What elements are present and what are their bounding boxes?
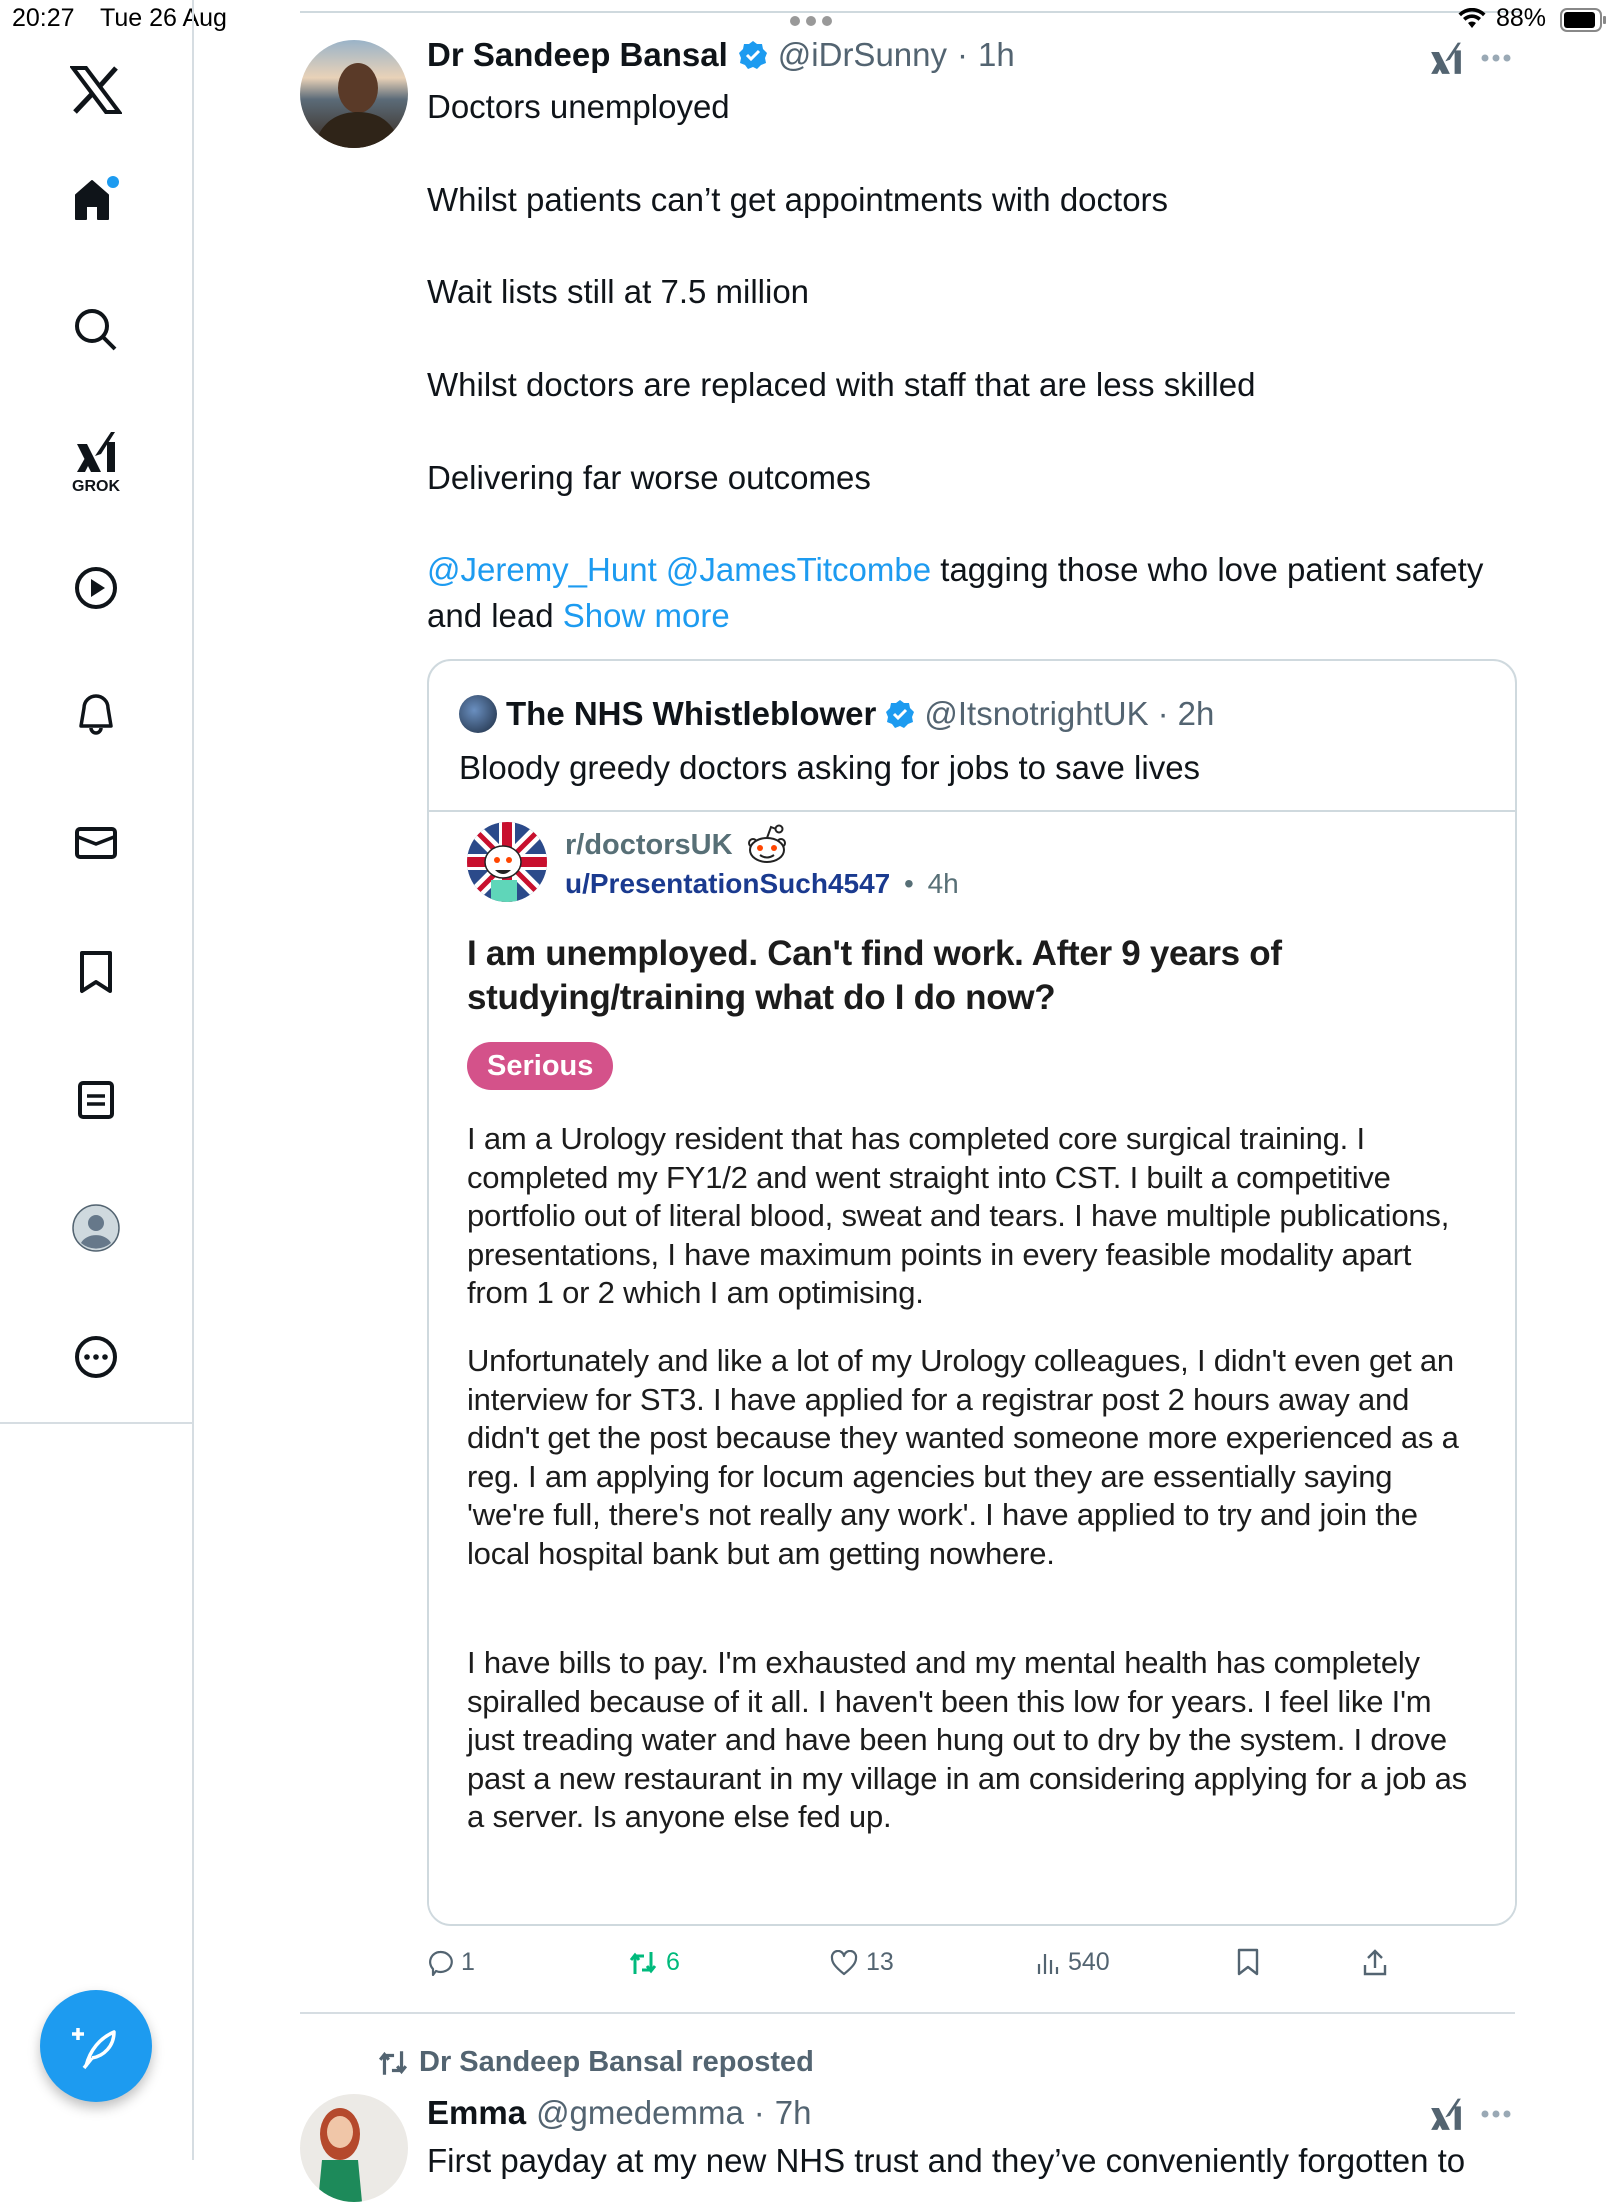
reddit-user-row — [565, 868, 959, 900]
grok-tweet-icon[interactable] — [1428, 2096, 1464, 2139]
views-count: 540 — [1068, 1948, 1110, 1976]
play-icon — [73, 565, 119, 611]
separator-dot: · — [1157, 695, 1169, 732]
profile-icon — [71, 1203, 121, 1253]
tweet-line: Whilst patients can’t get appointments with doctors — [427, 181, 1169, 218]
share-icon — [1362, 1948, 1388, 1976]
views-button[interactable] — [1036, 1948, 1110, 1977]
tweet-line: Doctors unemployed — [427, 88, 730, 125]
bell-icon — [73, 692, 119, 738]
wifi-icon — [1458, 8, 1486, 35]
tweet-header — [427, 2094, 812, 2132]
reddit-dot: • — [904, 868, 914, 899]
tweet-line: Whilst doctors are replaced with staff that are less skilled — [427, 366, 1256, 403]
sidebar-item-lists[interactable] — [66, 1070, 126, 1130]
author-name[interactable]: Emma — [427, 2094, 527, 2131]
reddit-post-title: I am unemployed. Can't find work. After 9 years of studying/training what do I do now? — [467, 934, 1282, 1017]
tweet-text: First payday at my new NHS trust and they’ve conveniently forgotten to — [427, 2142, 1466, 2179]
reply-count: 1 — [461, 1948, 475, 1976]
reply-icon — [427, 1950, 453, 1976]
quote-avatar[interactable] — [459, 695, 497, 733]
grok-tweet-icon[interactable] — [1428, 40, 1464, 83]
more-options-icon[interactable] — [1480, 2106, 1512, 2124]
quote-tweet-card[interactable] — [427, 659, 1517, 1926]
views-icon — [1036, 1950, 1060, 1976]
separator-dot: · — [753, 2094, 765, 2131]
sidebar-item-messages[interactable] — [66, 813, 126, 873]
like-button[interactable] — [830, 1948, 894, 1977]
reddit-username: u/PresentationSuch4547 — [565, 868, 891, 899]
quote-header — [459, 695, 1214, 733]
tweet-header — [427, 36, 1015, 74]
tweet-divider — [300, 2012, 1515, 2014]
reply-button[interactable] — [427, 1948, 475, 1977]
repost-icon — [628, 1950, 658, 1976]
heart-icon — [830, 1950, 858, 1976]
multitask-grabber[interactable] — [789, 14, 833, 26]
tweet-mentions-line — [427, 547, 1527, 639]
reddit-screenshot-image[interactable] — [429, 812, 1515, 1926]
author-handle[interactable]: @gmedemma — [536, 2094, 744, 2131]
repost-context — [377, 2046, 814, 2079]
reddit-snoo-icon — [745, 824, 789, 866]
mail-icon — [73, 820, 119, 866]
tweet-time[interactable]: 7h — [774, 2094, 812, 2131]
verified-badge-icon — [885, 699, 915, 729]
repost-icon — [377, 2049, 409, 2077]
share-button[interactable] — [1362, 1948, 1388, 1976]
repost-count: 6 — [666, 1948, 680, 1976]
author-name[interactable]: Dr Sandeep Bansal — [427, 36, 728, 73]
mention-link[interactable]: @JamesTitcombe — [665, 551, 932, 588]
reddit-paragraph: I have bills to pay. I'm exhausted and my mental health has completely spiralled because of it all. I haven't been this low for years. I feel like I'm just treading water and have been hung out to dry by the system. I drove past a new restaurant in my village in am considering applying for a job as a server. Is anyone else fed up. — [467, 1645, 1467, 1834]
tweet-line: Wait lists still at 7.5 million — [427, 273, 810, 310]
sidebar-item-grok[interactable] — [66, 425, 126, 501]
tweet-time[interactable]: 1h — [978, 36, 1015, 73]
compose-button[interactable] — [40, 1990, 152, 2102]
sidebar-item-home[interactable] — [66, 168, 126, 228]
more-options-icon[interactable] — [1480, 50, 1512, 68]
sidebar-item-videos[interactable] — [66, 558, 126, 618]
show-more-link[interactable]: Show more — [562, 597, 730, 634]
tweet-line: Delivering far worse outcomes — [427, 459, 871, 496]
serious-flair-badge: Serious — [467, 1042, 613, 1090]
mention-link[interactable]: @Jeremy_Hunt — [427, 551, 657, 588]
sidebar-item-profile[interactable] — [66, 1198, 126, 1258]
avatar[interactable] — [300, 2094, 408, 2202]
quote-author-name[interactable]: The NHS Whistleblower — [506, 695, 877, 732]
repost-button[interactable] — [628, 1948, 680, 1977]
subreddit-avatar — [467, 822, 547, 902]
quote-author-handle[interactable]: @ItsnotrightUK — [924, 695, 1149, 732]
grok-icon — [73, 430, 119, 476]
bookmark-icon — [1236, 1948, 1260, 1976]
x-logo-icon[interactable] — [66, 60, 126, 120]
repost-label[interactable]: Dr Sandeep Bansal reposted — [419, 2046, 814, 2078]
mention-text: tagging those who love patient safety and lead — [427, 551, 1484, 634]
sidebar-divider — [0, 1422, 192, 1424]
battery-percent: 88% — [1496, 4, 1547, 32]
grok-label: GROK — [72, 478, 120, 495]
quote-text: Bloody greedy doctors asking for jobs to save lives — [459, 749, 1201, 786]
reddit-post-time: 4h — [927, 868, 959, 899]
status-date: Tue 26 Aug — [100, 4, 227, 32]
bookmark-icon — [73, 949, 119, 995]
sidebar — [0, 0, 194, 2160]
bookmark-button[interactable] — [1236, 1948, 1260, 1976]
status-time: 20:27 — [12, 4, 75, 32]
sidebar-item-search[interactable] — [66, 300, 126, 360]
quote-time: 2h — [1177, 695, 1215, 732]
verified-badge-icon — [738, 40, 768, 70]
top-divider — [300, 11, 1520, 13]
author-handle[interactable]: @iDrSunny — [777, 36, 948, 73]
avatar[interactable] — [300, 40, 408, 148]
separator-dot: · — [957, 36, 969, 73]
search-icon — [73, 307, 119, 353]
reddit-paragraph: I am a Urology resident that has completed core surgical training. I completed my FY1/2 and went straight into CST. I built a competitive portfolio out of literal blood, sweat and tears. I have multiple publications, presentations, I have maximum points in every feasible modality apart from 1 or 2 which I am optimising. — [467, 1121, 1450, 1310]
sidebar-item-more[interactable] — [66, 1327, 126, 1387]
more-icon — [73, 1334, 119, 1380]
home-icon — [71, 173, 121, 223]
compose-icon — [70, 2020, 122, 2072]
battery-icon — [1560, 8, 1608, 37]
reddit-paragraph: Unfortunately and like a lot of my Urology colleagues, I didn't even get an interview for ST3. I have applied for a registrar post 2 hours away and didn't get the post because they wanted someone more experienced as a reg. I am applying for locum agencies but they are essentially saying 'we're full, there's not really any work'. I have applied to try and join the local hospital bank but am getting nowhere. — [467, 1343, 1459, 1571]
list-icon — [73, 1077, 119, 1123]
sidebar-item-notifications[interactable] — [66, 685, 126, 745]
sidebar-item-bookmarks[interactable] — [66, 942, 126, 1002]
subreddit-name: r/doctorsUK — [565, 828, 733, 861]
like-count: 13 — [866, 1948, 894, 1976]
subreddit-row — [565, 824, 789, 866]
